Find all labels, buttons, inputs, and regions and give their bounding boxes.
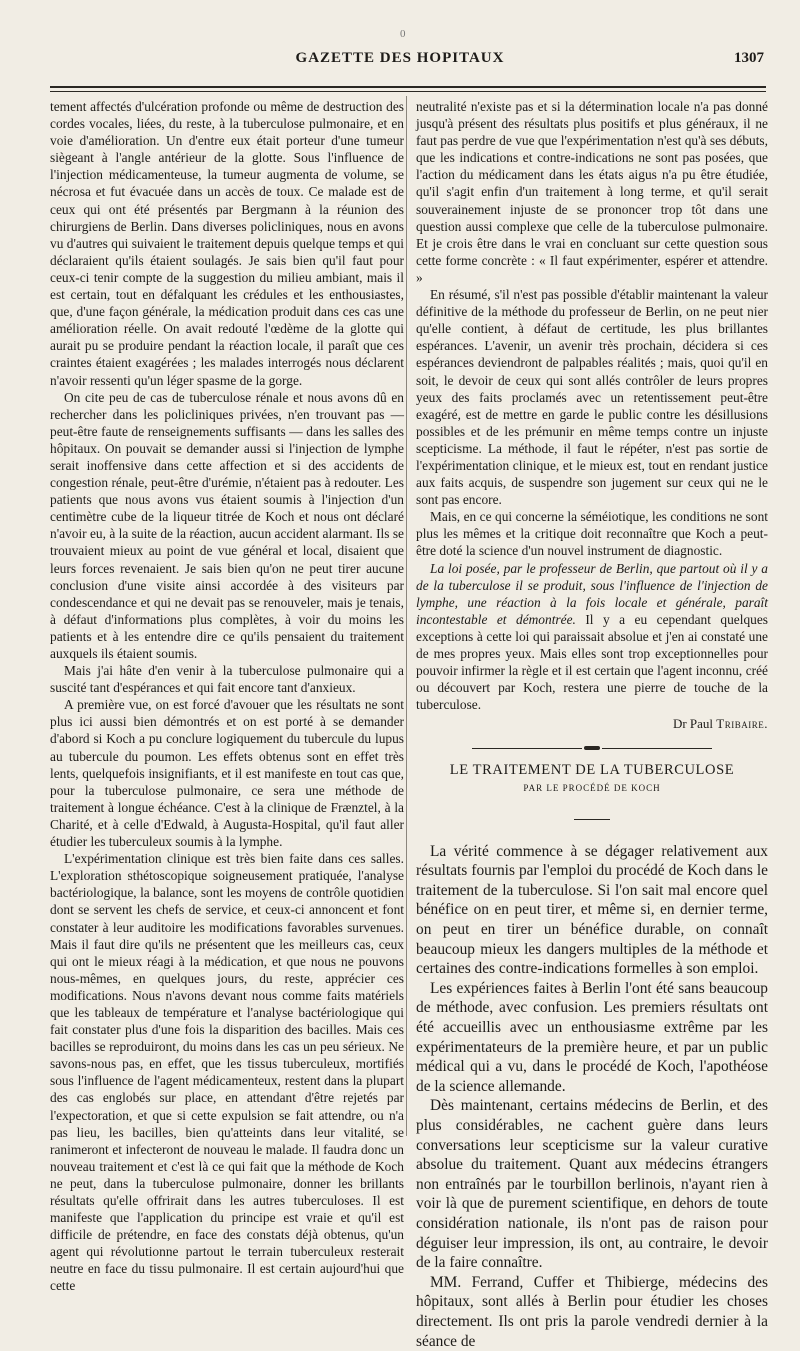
paragraph: tement affectés d'ulcération profonde ou même de destruction des cordes vocales, liées, du reste, à la tuberculose pulmonaire, et en voie d'amélioration. Un d'entre eux était porteur d'une tumeur siègeant à l'angle antérieur de la glotte. Sous l'influence de l'injection médicamenteuse, la tumeur augmenta de volume, se nécrosa et fut évacuée dans un accès de toux. Ce malade est de ceux qui ont été présentés par Bergmann à la réunion des chirurgiens de Berlin. Dans diverses policliniques, nous en avons vu d'autres qui suivaient le traitement depuis quelque temps et qui déclaraient qu'ils étaient soulagés. Je sais bien qu'il faut pour ceux-ci tenir compte de la suggestion du milieu ambiant, mais il est certain, tout en défalquant les crédules et les enthousiastes, que, d'une façon générale, la médication produit dans ces cas une amélioration réelle. On avait redouté l'œdème de la glotte qui aurait pu se produire pendant la réaction locale, il paraît que ces craintes étaient exagérées ; les malades interrogés nous déclarent n'avoir ressenti qu'un léger spasme de la gorge. [50,99,404,388]
article-body [416,842,768,1351]
signature [416,715,768,732]
separator-line [602,748,712,749]
paragraph: Mais j'ai hâte d'en venir à la tuberculose pulmonaire qui a suscité tant d'espérances et qui fait encore tant d'anxieux. [50,663,404,696]
italic-quote: La loi posée, par le professeur de Berlin, que partout où il y a de la tuberculose il se produit, sous l'influence de l'injection de lymphe, une réaction à la fois locale et générale, paraît incontestable et démontrée. [416,560,768,627]
left-column [50,98,404,1295]
separator-line [472,748,582,749]
paragraph: Dès maintenant, certains médecins de Berlin, et des plus considérables, ne cachent guère dans leurs conversations leur scepticisme sur la valeur curative absolue du traitement. Quant aux médecins étrangers non entraînés par le tourbillon berlinois, n'ayant rien à voir là que de purement scientifique, en dehors de toute considération nationale, ils n'ont pas de raison pour déguiser leur impression, ils ont, au contraire, le devoir de la faire connaître. [416,1097,768,1272]
paragraph: La vérité commence à se dégager relativement aux résultats fournis par l'emploi du procédé de Koch dans le traitement de la tuberculose. Si l'on sait mal encore quel bénéfice on en peut tirer, et même si, en dernier terme, on peut en tirer un bénéfice durable, on connaît beaucoup mieux les dangers multiples de la méthode et certaines des contre-indications formelles à son emploi. [416,842,768,978]
article-title: LE TRAITEMENT DE LA TUBERCULOSE [449,762,735,779]
right-column [416,98,768,1351]
section-separator [416,746,768,750]
title-rule [574,819,610,820]
paragraph: Mais, en ce qui concerne la séméiotique, les conditions ne sont plus les mêmes et la critique doit reconnaître que Koch a peut-être doté la science d'un nouvel instrument de diagnostic. [416,509,768,559]
paragraph: Les expériences faites à Berlin l'ont été sans beaucoup de méthode, avec confusion. Les premiers résultats ont été accueillis avec un enthousiasme extrême par les expérimentateurs de la première heure, et par un public médical qui a vu, dans le procédé de Koch, l'apothéose de la science allemande. [416,979,768,1095]
separator-ornament [584,746,600,750]
paragraph: A première vue, on est forcé d'avouer que les résultats ne sont plus ici aussi bien démontrés et on est porté à se demander d'abord si Koch a pu conclure logiquement du tubercule du lupus au tubercule du poumon. Les effets obtenus sont en effet très lents, quelquefois insignifiants, et il est manifeste en tout cas que, pour la tuberculose pulmonaire, ce sera une méthode de traitement à longue échéance. C'est à la clinique de Frænztel, à la Charité, et à celle d'Edwald, à Augusta-Hospital, qu'il faut aller étudier les tuberculeux soumis à la lymphe. [50,697,404,850]
header-rule [50,86,766,92]
paragraph: On cite peu de cas de tuberculose rénale et nous avons dû en rechercher dans les policliniques privées, n'en trouvant pas — peut-être faute de renseignements suffisants — dans les salles des hôpitaux. On pouvait se demander aussi si l'injection de lymphe serait inoffensive dans cette affection et si des accidents de congestion rénale, peut-être d'urémie, n'étaient pas à redouter. Les patients que nous avons vus étaient soumis à l'injection d'un centimètre cube de la liqueur titrée de Koch et nous ont déclaré n'avoir eu, à la suite de la réaction, aucun accident alarmant. Ils se trouvaient mieux au point de vue général et local, disaient que leurs forces revenaient. Je sais bien qu'on ne peut tirer aucune conclusion d'une visite ainsi accordée à des visiteurs par condescendance et qui ne devait pas se renouveler, mais je tenais, à défaut d'informations plus complètes, à voir du moins les patients et à les entendre dire ce qu'ils pensaient du traitement auxquels ils étaient soumis. [50,389,404,661]
quote-continuation: Il y a eu cependant quelques exceptions à cette loi qui paraissait absolue et j'en ai constaté une de mes propres yeux. Mais elles sont trop exceptionnelles pour pouvoir infirmer la règle et il est certain que l'agent inconnu, créé ou découvert par Koch, restera une pierre de touche de la tuberculose. [416,611,769,713]
column-divider [406,96,407,1136]
running-head [0,46,800,72]
signature-name: Tribaire. [716,716,768,732]
paragraph-with-quote [416,560,768,714]
article-subtitle: PAR LE PROCÉDÉ DE KOCH [523,782,661,793]
top-mark: 0 [400,28,406,40]
page-number: 1307 [734,50,764,66]
paragraph: L'expérimentation clinique est très bien faite dans ces salles. L'exploration sthétoscopique soigneusement pratiquée, l'analyse bactériologique, la balance, sont les moyens de contrôle quotidien dont se servent les chefs de service, et ceux-ci annoncent et font constater à leur auditoire les modifications favorables survenues. Mais il faut dire qu'ils ne présentent que les meilleurs cas, ceux qui ont le mieux réagi à la médication, et que nous ne pouvons nous-mêmes, en quelques jours, du reste, apprécier ces modifications. Nous n'avons devant nous comme faits matériels que les tableaux de température et l'analyse bactériologique qui fait constater plus d'une fois la disparition des bacilles. Mais ces bacilles se reproduiront, du moins dans les cas un peu sérieux. Ne savons-nous pas, en effet, que les tissus tuberculeux, mortifiés sous l'influence de l'agent médicamenteux, restent dans la plupart des cas englobés sur place, en attendant d'être rejetés par l'expectoration, et que si cette expulsion se fait attendre, ou n'a pas lieu, les bacilles, bien qu'atteints dans leur vitalité, se ranimeront et infecteront de nouveau le malade. Il faudra donc un nouveau traitement et c'est là ce qui fait que la méthode de Koch ne peut, dans la tuberculose pulmonaire, donner les brillants résultats qu'elle offrirait dans les autres tuberculoses. Il est manifeste que l'application du principe est vraie et qu'il est difficile de prétendre, en face des constats déjà obtenus, qu'un agent qui révolutionne partout le terrain tuberculeux resterait neutre en face du tissu pulmonaire. Il est certain aujourd'hui que cette [50,851,404,1294]
paragraph: neutralité n'existe pas et si la détermination locale n'a pas donné jusqu'à présent des résultats plus positifs et plus généraux, il ne faut pas perdre de vue que l'expérimentation n'est qu'à ses débuts, que les indications et contre-indications ne sont pas posées, que l'action du médicament dans les états aigus n'a pu être étudiée, qu'il s'agit enfin d'un traitement à long terme, et qu'il serait souverainement injuste de se prononcer trop tôt dans une question aussi complexe que celle de la tuberculose pulmonaire. Et je crois être dans le vrai en concluant sur cette question sous cette forme concrète : « Il faut expérimenter, espérer et attendre. » [416,99,768,285]
paragraph: En résumé, s'il n'est pas possible d'établir maintenant la valeur définitive de la méthode du professeur de Berlin, on ne peut nier qu'elle contient, à défaut de certitude, les plus brillantes espérances. L'avenir, un avenir très prochain, décidera si ces espérances deviendront de palpables réalités ; mais, quoi qu'il en soit, le devoir de ceux qui sont allés contrôler de leurs propres yeux des faits proclamés avec un retentissement peut-être exagéré, est de mettre en garde le public contre les désillusions possibles et de les prémunir en même temps contre un injuste scepticisme. La méthode, il faut le répéter, n'est pas sortie de l'expérimentation clinique, et le mieux est, tout en rendant justice aux faits acquis, de suspendre son jugement sur ceux qui ne le sont pas encore. [416,287,768,508]
paragraph: MM. Ferrand, Cuffer et Thibierge, médecins des hôpitaux, sont allés à Berlin pour étudier les choses directement. Ils ont pris la parole vendredi dernier à la séance de [416,1273,768,1350]
running-title: GAZETTE DES HOPITAUX [295,50,505,66]
signature-prefix: Dr Paul [672,716,717,732]
